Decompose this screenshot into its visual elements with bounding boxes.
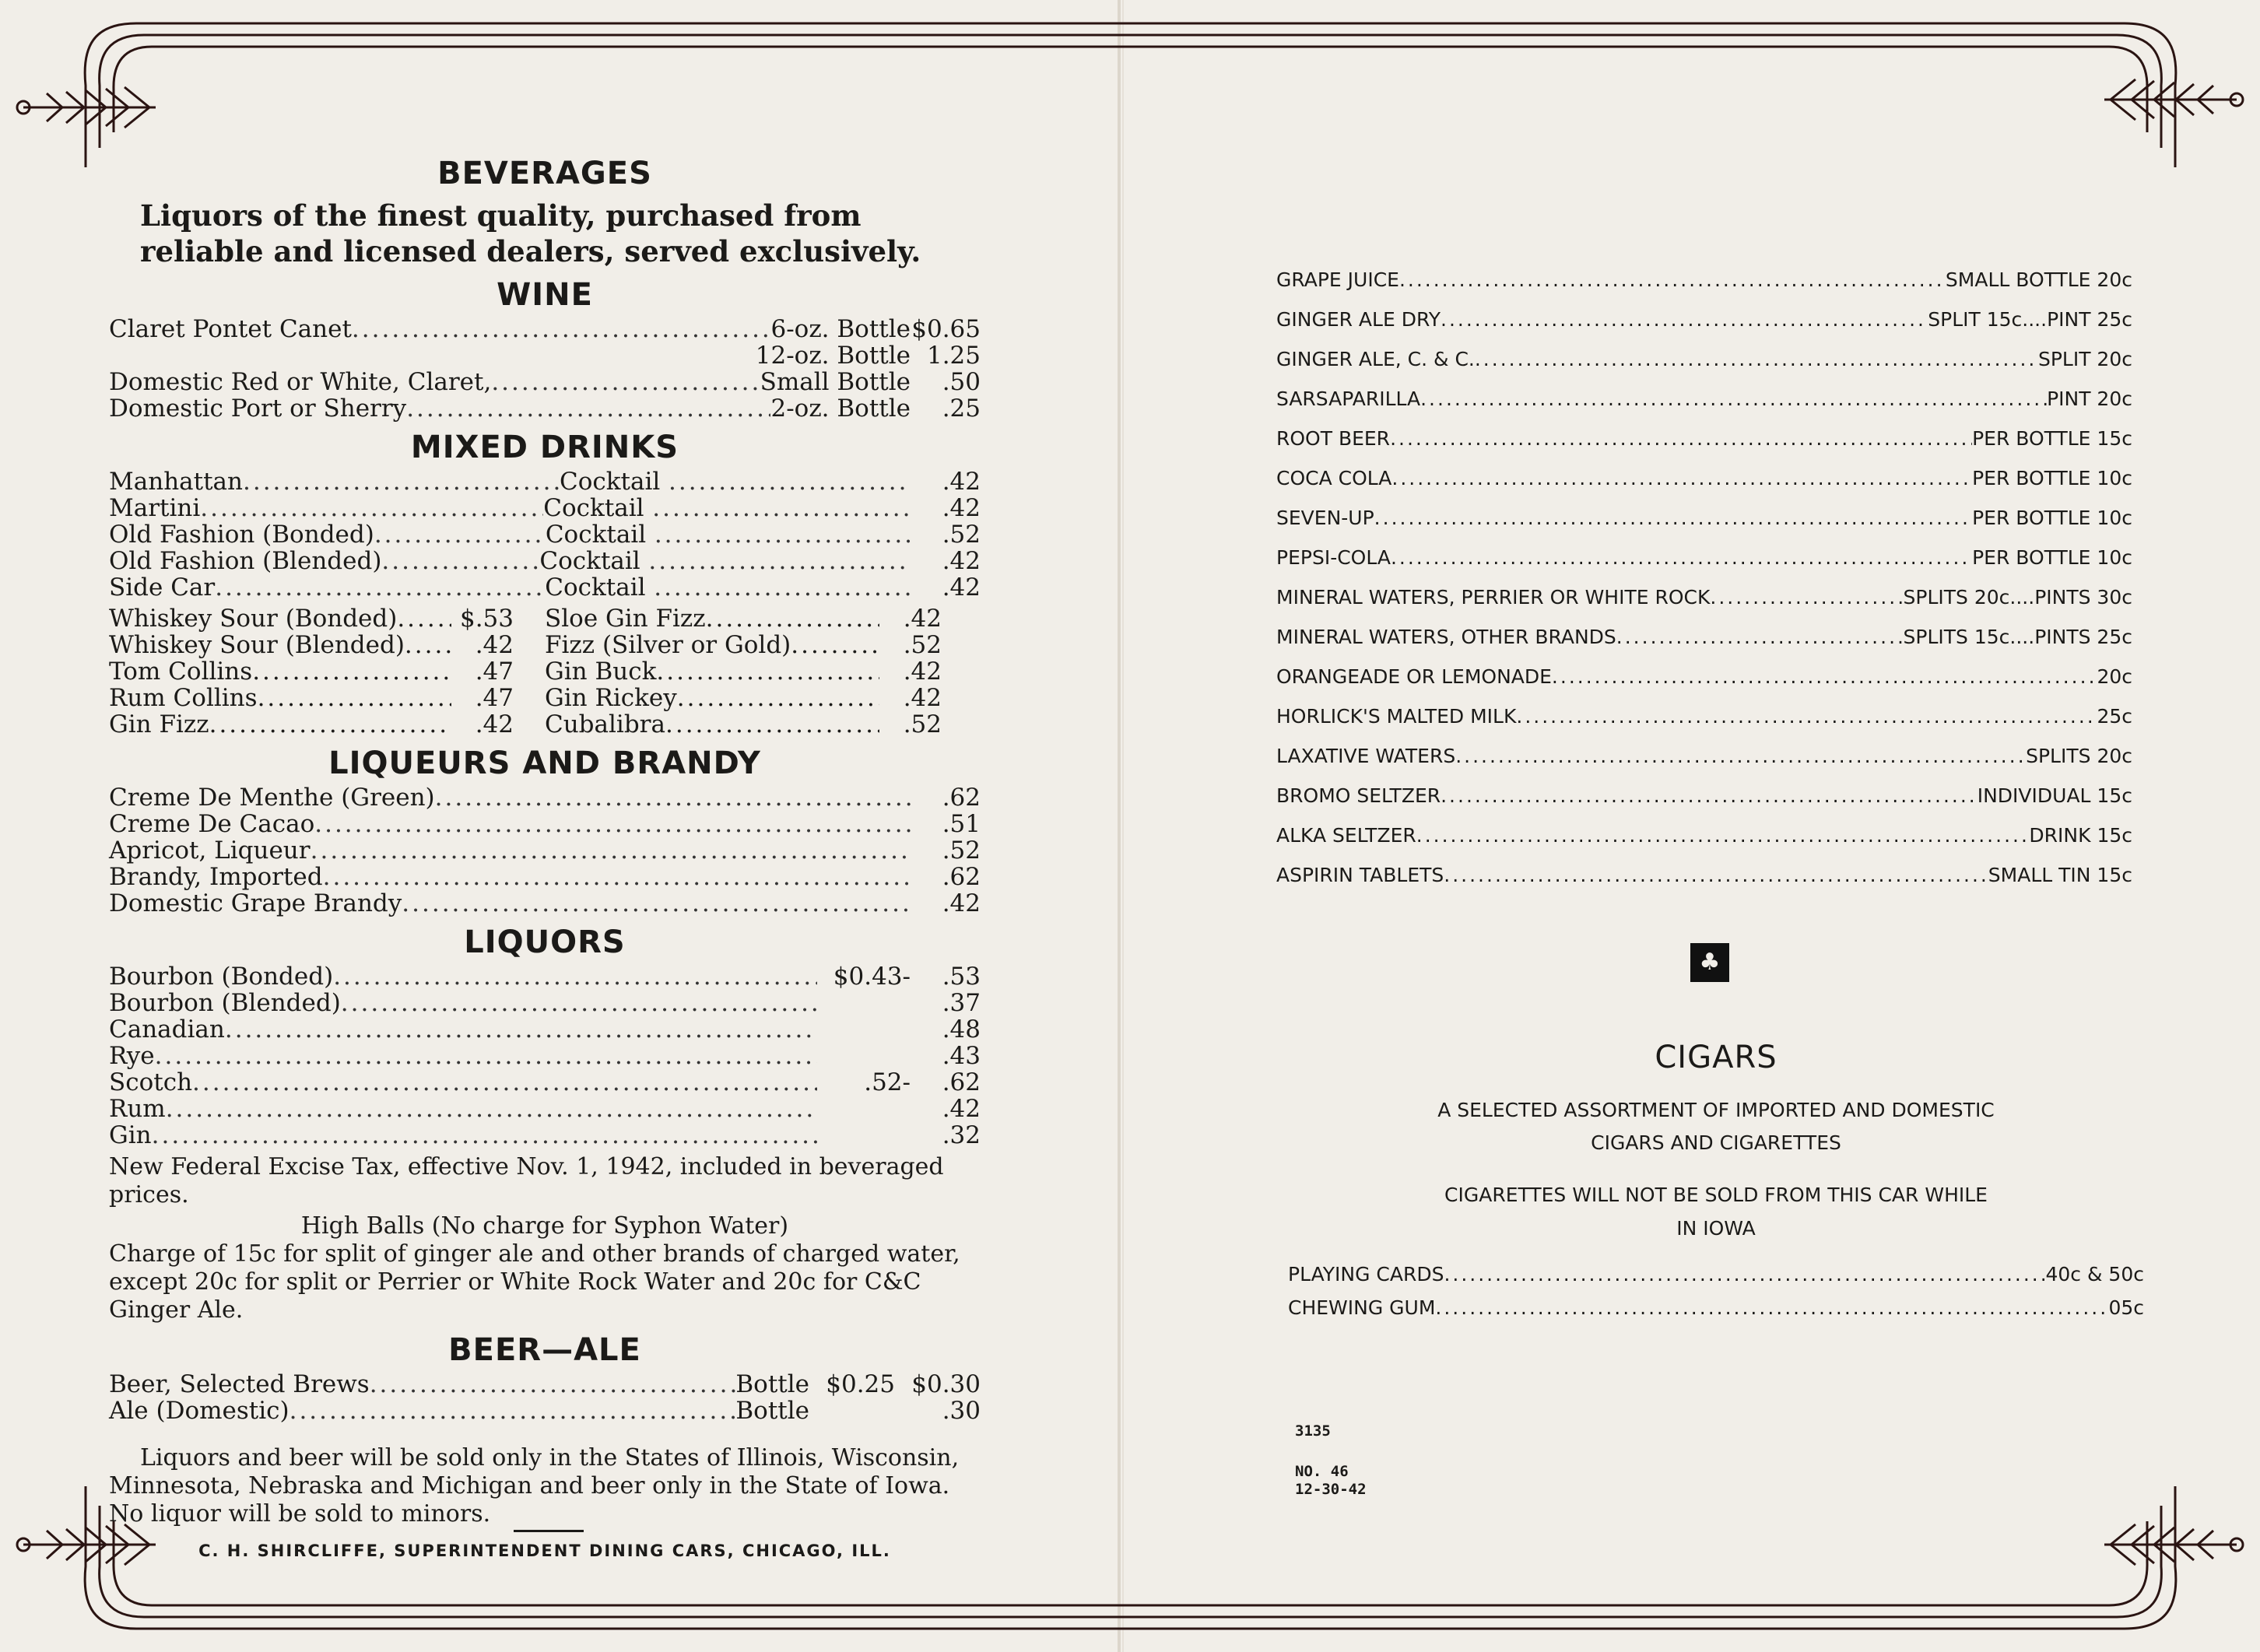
- item-price: 40c & 50c: [2045, 1263, 2144, 1285]
- leader-dots: [370, 1371, 736, 1398]
- item-price: 1.25: [926, 342, 981, 370]
- leader-dots: [155, 1043, 817, 1069]
- item-price: .62: [942, 863, 981, 891]
- item-price: PER BOTTLE 10c: [1972, 546, 2132, 569]
- item-price-2: $0.30: [911, 1370, 981, 1398]
- item-price: SPLITS 15c....PINTS 25c: [1903, 626, 2132, 648]
- item-price-1: $0.25: [826, 1370, 895, 1398]
- item-price: .48: [942, 1015, 981, 1043]
- leader-dots: [1390, 419, 1972, 458]
- item-name: Whiskey Sour (Blended): [109, 631, 405, 659]
- cigars-line-1: A SELECTED ASSORTMENT OF IMPORTED AND DOMESTIC: [1437, 1099, 1995, 1121]
- soft-drink-row: [1276, 300, 2132, 339]
- item-price: INDIVIDUAL 15c: [1977, 784, 2132, 807]
- wine-row: [109, 369, 981, 395]
- item-price: PER BOTTLE 10c: [1972, 507, 2132, 529]
- item-name: Creme De Menthe (Green): [109, 784, 435, 812]
- item-unit: Cocktail: [560, 468, 661, 496]
- item-unit: Bottle: [735, 1370, 809, 1398]
- leader-dots: [1374, 498, 1972, 538]
- leader-dots: [1399, 260, 1946, 300]
- leader-dots: [290, 1398, 736, 1424]
- cocktail-row: [109, 548, 981, 574]
- item-unit: Cocktail: [545, 521, 647, 549]
- leader-dots: [405, 632, 451, 658]
- item-name: Ale (Domestic): [109, 1397, 290, 1425]
- item-name: Claret Pontet Canet: [109, 315, 352, 343]
- item-price: .42: [942, 468, 981, 496]
- item-price: .50: [942, 368, 981, 396]
- leader-dots: [791, 632, 879, 658]
- beer-row: [109, 1371, 981, 1398]
- liquor-list: [109, 963, 981, 1149]
- leader-dots: [252, 658, 451, 685]
- item-name: SARSAPARILLA: [1276, 388, 1421, 410]
- item-name: Beer, Selected Brews: [109, 1370, 370, 1398]
- item-name: Brandy, Imported: [109, 863, 323, 891]
- leader-dots: [1441, 776, 1978, 815]
- leader-dots: [209, 711, 451, 738]
- item-name: GINGER ALE DRY: [1276, 308, 1441, 331]
- item-name: Fizz (Silver or Gold): [545, 631, 791, 659]
- item-name: ASPIRIN TABLETS: [1276, 864, 1444, 886]
- leader-dots: [402, 890, 911, 917]
- item-price: .62: [942, 784, 981, 812]
- item-price: .42: [903, 684, 942, 712]
- item-name: Domestic Grape Brandy: [109, 889, 402, 917]
- item-name: Scotch: [109, 1068, 193, 1096]
- mixed-pairs-list: [109, 605, 981, 738]
- liquor-row: [109, 990, 981, 1016]
- iowa-notice-1: CIGARETTES WILL NOT BE SOLD FROM THIS CAR WHILE: [1444, 1184, 1988, 1206]
- beverages-intro: Liquors of the finest quality, purchased from reliable and licensed dealers, served exclusively.: [140, 198, 921, 268]
- liqueur-row: [109, 811, 981, 837]
- item-name: GINGER ALE, C. & C.: [1276, 348, 1475, 370]
- item-unit: Small Bottle: [760, 368, 911, 396]
- mixed-pair-row: [109, 632, 981, 658]
- leader-dots: [1435, 1291, 2108, 1324]
- item-name: Domestic Red or White, Claret,: [109, 368, 492, 396]
- beer-row: [109, 1398, 981, 1424]
- leader-dots: [1444, 855, 1988, 895]
- item-price: .42: [942, 1095, 981, 1123]
- leader-dots: [374, 521, 546, 548]
- leader-dots: [215, 574, 545, 601]
- item-price: SPLIT 15c....PINT 25c: [1928, 308, 2132, 331]
- beer-list: [109, 1371, 981, 1424]
- leader-dots: [166, 1096, 817, 1122]
- leader-dots: [1391, 538, 1972, 577]
- item-price: 25c: [2097, 705, 2132, 728]
- item-name: Apricot, Liqueur: [109, 837, 311, 865]
- leader-dots: [656, 658, 879, 685]
- cigar-items: [1288, 1257, 2144, 1324]
- item-price: $.53: [459, 605, 514, 633]
- item-name: LAXATIVE WATERS: [1276, 745, 1456, 767]
- liqueur-row: [109, 837, 981, 864]
- item-price: .42: [903, 605, 942, 633]
- item-price: .32: [942, 1121, 981, 1149]
- item-unit: 12-oz. Bottle: [755, 342, 911, 370]
- item-unit: Bottle: [735, 1397, 809, 1425]
- item-unit: 6-oz. Bottle: [770, 315, 911, 343]
- cigar-item-row: [1288, 1291, 2144, 1324]
- item-name: Gin Fizz: [109, 710, 209, 738]
- item-unit: 2-oz. Bottle: [770, 395, 911, 423]
- item-name: Old Fashion (Bonded): [109, 521, 374, 549]
- leader-dots: [397, 605, 451, 632]
- leader-dots: [1475, 339, 2038, 379]
- soft-drink-row: [1276, 379, 2132, 419]
- liquor-row: [109, 1122, 981, 1149]
- mixed-right: [545, 685, 942, 711]
- leader-dots: [258, 685, 451, 711]
- soft-drink-row: [1276, 696, 2132, 736]
- soft-drink-row: [1276, 657, 2132, 696]
- soft-drink-row: [1276, 855, 2132, 895]
- mixed-right: [545, 711, 942, 738]
- item-name: Rum: [109, 1095, 166, 1123]
- item-name: PLAYING CARDS: [1288, 1263, 1444, 1285]
- mixed-right: [545, 632, 942, 658]
- liqueur-row: [109, 864, 981, 890]
- item-name: Rye: [109, 1042, 155, 1070]
- leader-dots: [1444, 1257, 2045, 1291]
- item-name: SEVEN-UP: [1276, 507, 1374, 529]
- item-name: Canadian: [109, 1015, 225, 1043]
- item-price: .52: [942, 837, 981, 865]
- mixed-drinks-heading: MIXED DRINKS: [410, 430, 679, 465]
- liqueur-list: [109, 784, 981, 917]
- item-name: GRAPE JUICE: [1276, 268, 1399, 291]
- item-name: Side Car: [109, 573, 216, 602]
- leader-dots: [1420, 379, 2047, 419]
- cigars-title: CIGARS: [1655, 1040, 1777, 1075]
- item-price: .62: [942, 1068, 981, 1096]
- item-price: .43: [942, 1042, 981, 1070]
- item-name: Gin: [109, 1121, 152, 1149]
- leader-dots: [1710, 577, 1903, 617]
- item-name: CHEWING GUM: [1288, 1296, 1436, 1319]
- mixed-left: [109, 711, 514, 738]
- item-price: 20c: [2097, 665, 2132, 688]
- leader-dots: [669, 468, 911, 495]
- item-price: DRINK 15c: [2029, 824, 2132, 847]
- item-price: PER BOTTLE 15c: [1972, 427, 2132, 450]
- wine-row: [109, 316, 981, 342]
- liquor-row: [109, 1016, 981, 1043]
- item-alt-price: .52-: [864, 1068, 911, 1096]
- mixed-pair-row: [109, 605, 981, 632]
- item-price: .42: [942, 889, 981, 917]
- form-number: 3135: [1295, 1422, 1331, 1440]
- liqueur-row: [109, 890, 981, 917]
- cocktail-row: [109, 521, 981, 548]
- mixed-pair-row: [109, 711, 981, 738]
- leader-dots: [243, 468, 560, 495]
- liquor-row: [109, 963, 981, 990]
- liqueurs-heading: LIQUEURS AND BRANDY: [328, 745, 761, 781]
- mixed-left: [109, 632, 514, 658]
- leader-dots: [1455, 736, 2026, 776]
- item-price: $0.65: [911, 315, 981, 343]
- item-name: Martini: [109, 494, 201, 522]
- item-price: SPLITS 20c: [2026, 745, 2132, 767]
- item-price: .42: [942, 547, 981, 575]
- item-price: SPLIT 20c: [2037, 348, 2132, 370]
- leader-dots: [323, 864, 911, 890]
- item-name: Whiskey Sour (Bonded): [109, 605, 398, 633]
- mixed-left: [109, 605, 514, 632]
- leader-dots: [665, 711, 879, 738]
- cocktail-row: [109, 468, 981, 495]
- mixed-pair-row: [109, 658, 981, 685]
- item-unit: Cocktail: [543, 494, 644, 522]
- soft-drink-row: [1276, 419, 2132, 458]
- leader-dots: [1391, 458, 1972, 498]
- item-name: HORLICK'S MALTED MILK: [1276, 705, 1517, 728]
- mixed-right: [545, 658, 942, 685]
- item-price: .42: [903, 658, 942, 686]
- item-alt-price: $0.43-: [833, 963, 911, 991]
- item-name: Sloe Gin Fizz: [545, 605, 706, 633]
- item-name: Bourbon (Blended): [109, 989, 341, 1017]
- item-price: SMALL BOTTLE 20c: [1945, 268, 2132, 291]
- leader-dots: [1416, 815, 2030, 855]
- mixed-left: [109, 685, 514, 711]
- soft-drink-row: [1276, 617, 2132, 657]
- mixed-left: [109, 658, 514, 685]
- superintendent-footer: C. H. SHIRCLIFFE, SUPERINTENDENT DINING CARS, CHICAGO, ILL.: [198, 1542, 891, 1560]
- leader-dots: [200, 495, 543, 521]
- item-price: PINT 20c: [2047, 388, 2132, 410]
- cigar-item-row: [1288, 1257, 2144, 1291]
- leader-dots: [352, 316, 771, 342]
- wine-row: [109, 342, 981, 369]
- wine-row: [109, 395, 981, 422]
- item-name: Rum Collins: [109, 684, 258, 712]
- soft-drink-row: [1276, 458, 2132, 498]
- charge-note: Charge of 15c for split of ginger ale and other brands of charged water, except 20c for split or Perrier or White Rock Water and 20c for C&C Ginger Ale.: [109, 1240, 960, 1324]
- item-name: ORANGEADE OR LEMONADE: [1276, 665, 1552, 688]
- tax-note: New Federal Excise Tax, effective Nov. 1, 1942, included in beveraged prices.: [109, 1153, 944, 1208]
- item-name: Old Fashion (Blended): [109, 547, 382, 575]
- highballs-note: High Balls (No charge for Syphon Water): [300, 1212, 789, 1240]
- footer-rule: [514, 1530, 584, 1532]
- leader-dots: [654, 521, 911, 548]
- soft-drink-row: [1276, 260, 2132, 300]
- cocktail-row: [109, 574, 981, 601]
- leader-dots: [1441, 300, 1928, 339]
- soft-drinks-list: [1276, 260, 2132, 895]
- leader-dots: [311, 837, 911, 864]
- leader-dots: [314, 811, 911, 837]
- soft-drink-row: [1276, 498, 2132, 538]
- item-price: PER BOTTLE 10c: [1972, 467, 2132, 489]
- item-price: .52: [903, 631, 942, 659]
- item-price: .42: [942, 494, 981, 522]
- leader-dots: [192, 1069, 817, 1096]
- item-name: Domestic Port or Sherry: [109, 395, 407, 423]
- liquors-heading: LIQUORS: [464, 924, 626, 960]
- item-price: .52: [903, 710, 942, 738]
- item-price: .51: [942, 810, 981, 838]
- item-price: .42: [475, 710, 514, 738]
- menu-date: 12-30-42: [1295, 1481, 1367, 1498]
- leader-dots: [677, 685, 879, 711]
- iowa-notice-2: IN IOWA: [1676, 1217, 1756, 1240]
- soft-drink-row: [1276, 538, 2132, 577]
- leader-dots: [1552, 657, 2097, 696]
- leader-dots: [406, 395, 770, 422]
- item-price: .53: [942, 963, 981, 991]
- item-price: .25: [942, 395, 981, 423]
- item-price: .42: [475, 631, 514, 659]
- restriction-note: Liquors and beer will be sold only in the States of Illinois, Wisconsin, Minnesota, Nebraska and Michigan and beer only in the State of Iowa. No liquor will be sold to minors.: [109, 1444, 960, 1527]
- soft-drink-row: [1276, 776, 2132, 815]
- wine-heading: WINE: [497, 277, 593, 313]
- soft-drink-row: [1276, 577, 2132, 617]
- leader-dots: [333, 963, 817, 990]
- leader-dots: [1516, 696, 2097, 736]
- leader-dots: [152, 1122, 817, 1149]
- leader-dots: [381, 548, 539, 574]
- beer-heading: BEER—ALE: [448, 1332, 641, 1368]
- item-name: Creme De Cacao: [109, 810, 315, 838]
- liqueur-row: [109, 784, 981, 811]
- beverages-page: [109, 156, 981, 1560]
- item-price: .42: [942, 573, 981, 602]
- liquor-row: [109, 1069, 981, 1096]
- item-price: .47: [475, 658, 514, 686]
- item-name: Bourbon (Bonded): [109, 963, 334, 991]
- soft-drink-row: [1276, 736, 2132, 776]
- item-name: PEPSI-COLA: [1276, 546, 1391, 569]
- mixed-right: [545, 605, 942, 632]
- leader-dots: [435, 784, 911, 811]
- item-unit: Cocktail: [545, 573, 646, 602]
- cocktail-list: [109, 468, 981, 601]
- item-price: .47: [475, 684, 514, 712]
- leader-dots: [648, 548, 911, 574]
- mixed-pair-row: [109, 685, 981, 711]
- item-name: ROOT BEER: [1276, 427, 1391, 450]
- item-price-2: .30: [942, 1397, 981, 1425]
- item-name: ALKA SELTZER: [1276, 824, 1416, 847]
- liquor-row: [109, 1043, 981, 1069]
- leader-dots: [1616, 617, 1904, 657]
- cocktail-row: [109, 495, 981, 521]
- menu-number: NO. 46: [1295, 1463, 1349, 1480]
- item-name: Cubalibra: [545, 710, 665, 738]
- item-price: .37: [942, 989, 981, 1017]
- item-name: MINERAL WATERS, OTHER BRANDS: [1276, 626, 1616, 648]
- leader-dots: [654, 574, 911, 601]
- item-unit: Cocktail: [539, 547, 640, 575]
- leader-dots: [491, 369, 760, 395]
- item-name: Manhattan: [109, 468, 243, 496]
- soft-drink-row: [1276, 339, 2132, 379]
- item-name: Gin Rickey: [545, 684, 677, 712]
- club-emblem-icon: ♣: [1690, 943, 1729, 982]
- leader-dots: [706, 605, 879, 632]
- wine-list: [109, 316, 981, 422]
- item-name: COCA COLA: [1276, 467, 1392, 489]
- beverages-title: BEVERAGES: [437, 156, 652, 191]
- leader-dots: [225, 1016, 817, 1043]
- item-name: BROMO SELTZER: [1276, 784, 1441, 807]
- item-name: Gin Buck: [545, 658, 657, 686]
- leader-dots: [652, 495, 911, 521]
- item-name: MINERAL WATERS, PERRIER OR WHITE ROCK: [1276, 586, 1711, 609]
- item-price: SMALL TIN 15c: [1988, 864, 2132, 886]
- item-price: .52: [942, 521, 981, 549]
- soft-drink-row: [1276, 815, 2132, 855]
- cigars-line-2: CIGARS AND CIGARETTES: [1591, 1131, 1841, 1154]
- item-name: Tom Collins: [109, 658, 253, 686]
- item-price: SPLITS 20c....PINTS 30c: [1903, 586, 2132, 609]
- item-price: 05c: [2108, 1296, 2144, 1319]
- liquor-row: [109, 1096, 981, 1122]
- leader-dots: [341, 990, 817, 1016]
